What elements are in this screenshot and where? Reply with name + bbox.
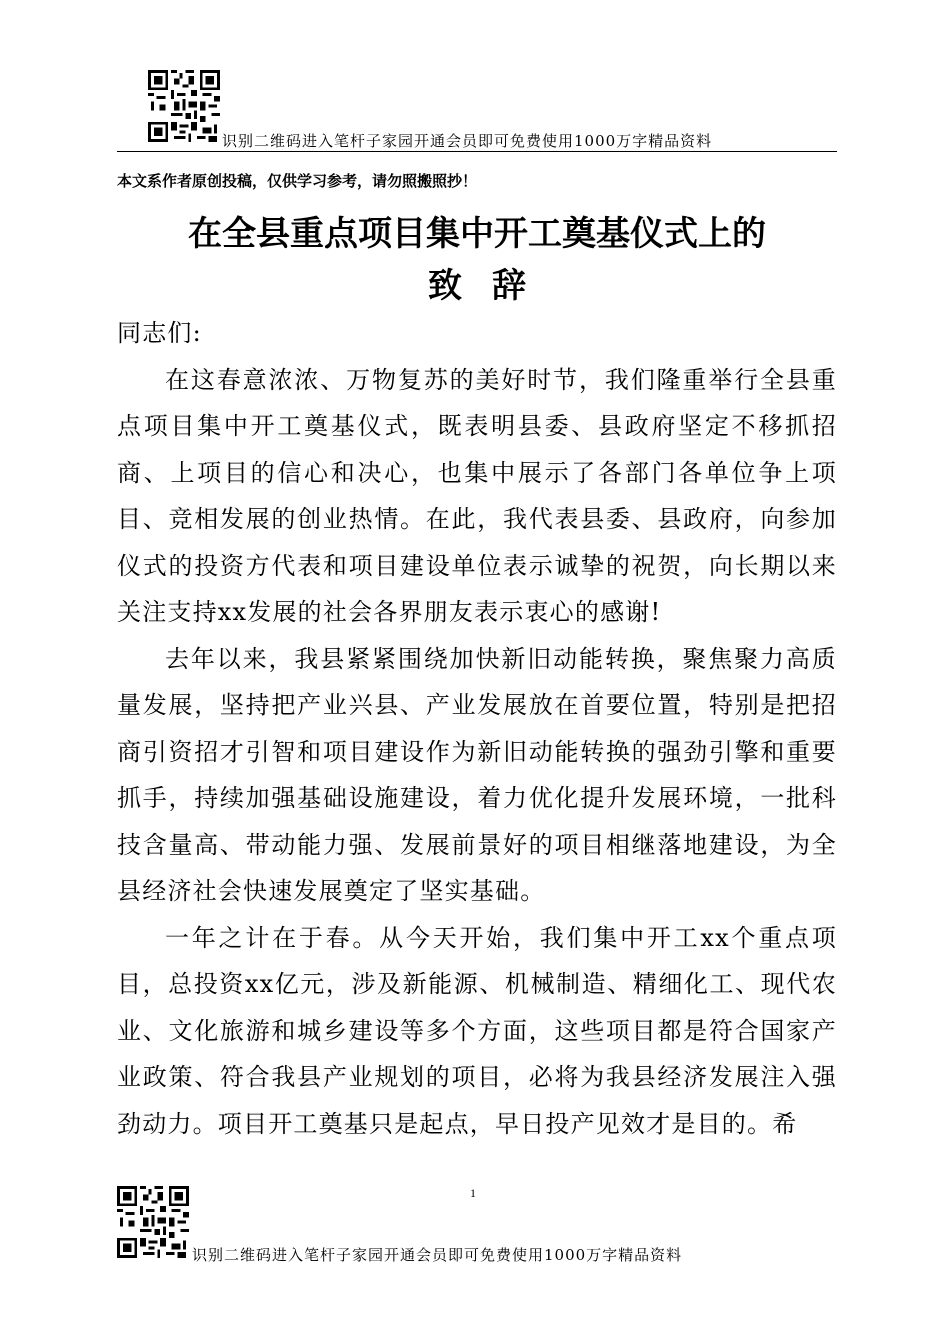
header-banner: 识别二维码进入笔杆子家园开通会员即可免费使用1000万字精品资料: [222, 132, 713, 150]
qr-code-icon[interactable]: [148, 70, 220, 142]
paragraph: 去年以来，我县紧紧围绕加快新旧动能转换，聚焦聚力高质量发展，坚持把产业兴县、产业发展放在首要位置，特别是把招商引资招才引智和项目建设作为新旧动能转换的强劲引擎和重要抓手，持续加强基础设施建设，着力优化提升发展环境，一批科技含量高、带动能力强、发展前景好的项目相继落地建设，为全县经济社会快速发展奠定了坚实基础。: [117, 644, 837, 905]
document-title: 在全县重点项目集中开工奠基仪式上的: [188, 214, 766, 254]
footer-banner: 识别二维码进入笔杆子家园开通会员即可免费使用1000万字精品资料: [192, 1246, 683, 1264]
paragraph: 在这春意浓浓、万物复苏的美好时节，我们隆重举行全县重点项目集中开工奠基仪式，既表明县委、县政府坚定不移抓招商、上项目的信心和决心，也集中展示了各部门各单位争上项目、竞相发展的创业热情。在此，我代表县委、县政府，向参加仪式的投资方代表和项目建设单位表示诚挚的祝贺，向长期以来关注支持xx发展的社会各界朋友表示衷心的感谢!: [117, 365, 837, 626]
page-number: 1: [470, 1186, 476, 1200]
salutation: 同志们:: [117, 319, 202, 347]
document-title-line2: 致辞: [428, 266, 556, 306]
paragraph: 一年之计在于春。从今天开始，我们集中开工xx个重点项目，总投资xx亿元，涉及新能源、机械制造、精细化工、现代农业、文化旅游和城乡建设等多个方面，这些项目都是符合国家产业政策、符合我县产业规划的项目，必将为我县经济发展注入强劲动力。项目开工奠基只是起点，早日投产见效才是目的。希: [117, 923, 837, 1138]
qr-code-icon[interactable]: [117, 1186, 189, 1258]
document-body: [117, 310, 837, 1147]
header-divider: [117, 151, 837, 152]
copyright-notice: 本文系作者原创投稿，仅供学习参考，请勿照搬照抄！: [117, 172, 478, 190]
